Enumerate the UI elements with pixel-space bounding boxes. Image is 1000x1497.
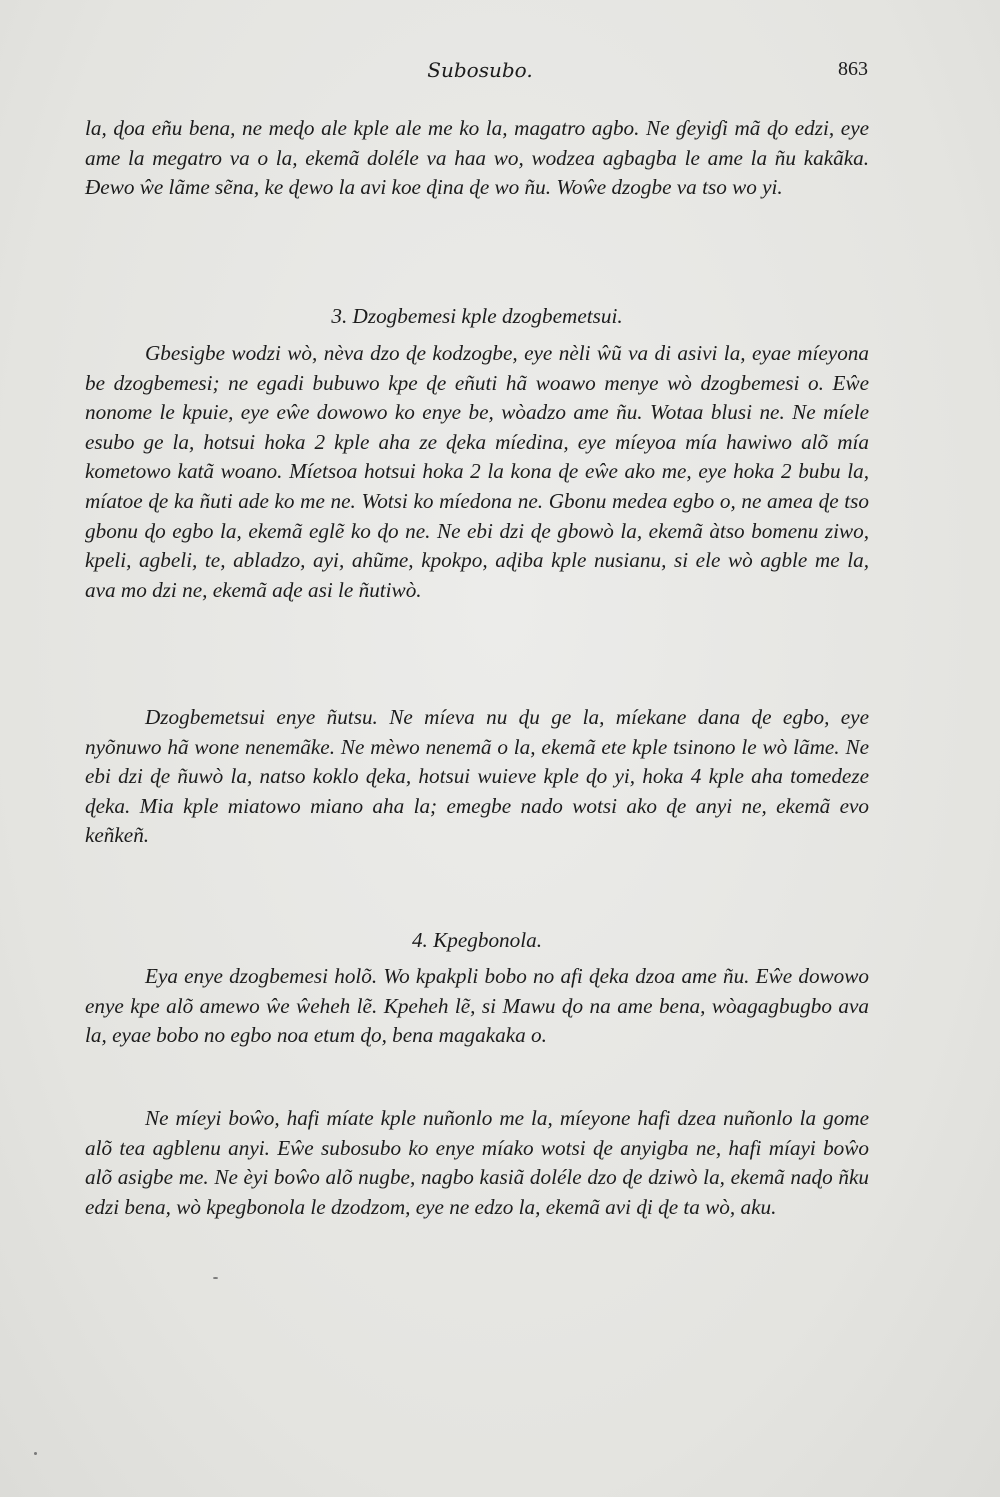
page-number: 863 bbox=[838, 58, 868, 80]
running-title: Subosubo. bbox=[427, 58, 533, 82]
section-heading-3: 3. Dzogbemesi kple dzogbemetsui. bbox=[331, 304, 623, 328]
paragraph-5: Ne míeyi boŵo, hafi míate kple nuñonlo me la, míeyone hafi dzea nuñonlo la gome alõ tea agblenu anyi. Eŵe subosubo ko enye míako wotsi ɖe anyigba ne, hafi míayi boŵo alõ asigbe me. Ne èyi boŵo alõ nugbe, nagbo kasiã doléle dzo ɖe dziwò la, ekemã naɖo ñku edzi bena, wò kpegbonola le dzodzom, eye ne edzo la, ekemã avi ɖi ɖe ta wò, aku. bbox=[85, 1106, 869, 1219]
paragraph-3: Dzogbemetsui enye ñutsu. Ne míeva nu ɖu ge la, míekane dana ɖe egbo, eye nyõnuwo hã wone nenemãke. Ne mèwo nenemã o la, ekemã ete kple tsinono le wò lãme. Ne ebi dzi ɖe ñuwò la, natso koklo ɖeka, hotsui wuieve kple ɖo yi, hoka 4 kple aha tomedeze ɖeka. Mia kple miatowo miano aha la; emegbe nado wotsi ako ɖe anyi ne, ekemã evo keñkeñ. bbox=[85, 705, 869, 848]
section-heading-4: 4. Kpegbonola. bbox=[411, 928, 543, 952]
paragraph-4: Eya enye dzogbemesi holõ. Wo kpakpli bobo no afi ɖeka dzoa ame ñu. Eŵe dowowo enye kpe alõ amewo ŵe ŵeheh lẽ. Kpeheh lẽ, si Mawu ɖo na ame bena, wòagagbugbo ava la, eyae bobo no egbo noa etum ɖo, bena magakaka o. bbox=[85, 964, 869, 1048]
print-speck bbox=[213, 1277, 218, 1279]
paragraph-1: la, ɖoa eñu bena, ne meɖo ale kple ale me ko la, magatro agbo. Ne ɠeyiɠi mã ɖo edzi, eye ame la megatro va o la, ekemã doléle va haa wo, wodzea agbagba le ame la ñu kakãka. Ɖewo ŵe lãme sẽna, ke ɖewo la avi koe ɖina ɖe wo ñu. Woŵe dzogbe va tso wo yi. bbox=[85, 116, 869, 200]
paragraph-2: Gbesigbe wodzi wò, nèva dzo ɖe kodzogbe, eye nèli ŵũ va di asivi la, eyae míeyona be dzogbemesi; ne egadi bubuwo kpe ɖe eñuti hã woawo menye wò dzogbemesi o. Eŵe nonome le kpuie, eye eŵe dowowo ko enye be, wòadzo ame ñu. Wotaa blusi ne. Ne míele esubo ge la, hotsui hoka 2 kple aha ze ɖeka míedina, eye míeyoa mía hawiwo alõ mía kometowo katã woano. Míetsoa hotsui hoka 2 la kona ɖe eŵe ako me, eye hoka 2 bubu la, míatoe ɖe ka ñuti ade ko me ne. Wotsi ko míedona ne. Gbonu medea egbo o, ne amea ɖe tso gbonu ɖo egbo la, ekemã eglẽ ko ɖo ne. Ne ebi dzi ɖe gbowò la, ekemã àtso bomenu ziwo, kpeli, agbeli, te, abladzo, ayi, ahũme, kpokpo, aɖiba kple nusianu, si ele wò agble me la, ava mo dzi ne, ekemã aɖe asi le ñutiwò. bbox=[85, 341, 869, 602]
print-speck bbox=[34, 1452, 37, 1455]
